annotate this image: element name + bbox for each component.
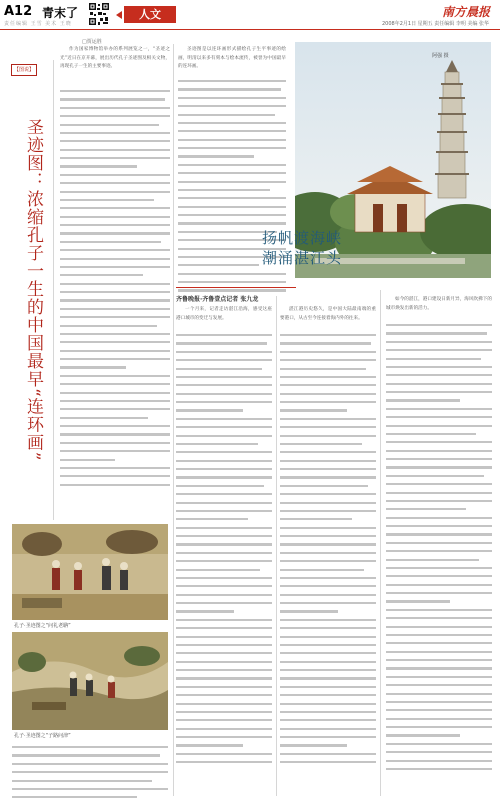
section-tab bbox=[124, 6, 176, 23]
column-divider bbox=[53, 60, 54, 520]
article-title-vertical: 圣迹图：浓缩孔子一生的中国最早“连环画” bbox=[23, 118, 43, 462]
newspaper-logo: 南方晨报 bbox=[442, 5, 491, 19]
image-caption: 孔子·圣迹图之“子路问津” bbox=[14, 733, 71, 739]
header-rule bbox=[0, 29, 500, 30]
article-body-column-2 bbox=[178, 46, 286, 72]
qr-code-icon bbox=[88, 2, 110, 26]
feature-column-3 bbox=[386, 296, 492, 313]
column-divider bbox=[173, 44, 174, 796]
header-subline: 责任编辑 王雪 美术 王晓 bbox=[4, 21, 72, 27]
page-header bbox=[0, 0, 500, 30]
feature-paragraph: 如今的湛江，港口建设日新月异，海风吹拂下的城市焕发出新的活力。 bbox=[386, 297, 492, 311]
feature-text-column-1 bbox=[176, 334, 272, 770]
feature-title bbox=[262, 228, 342, 268]
dateline: 2008年2月1日 星期五 责任编辑 李明 美编 张华 bbox=[382, 21, 490, 27]
article-byline: □贾运胜 bbox=[82, 39, 102, 45]
article-lead-column bbox=[60, 46, 170, 72]
feature-title-line-1: 扬帆渡海峡 bbox=[262, 229, 343, 247]
painting-image-1 bbox=[12, 524, 168, 620]
section-name: 青末了 bbox=[42, 6, 79, 20]
feature-text-column-2 bbox=[280, 334, 376, 770]
text-column-bottom-left bbox=[12, 746, 168, 805]
section-tab-label: 人文 bbox=[139, 8, 161, 21]
photo-credit: 阿强 摄 bbox=[432, 53, 449, 59]
page-number: A12 bbox=[4, 4, 33, 19]
feature-paragraph: 一个月来，记者走访湛江沿海，感受这座港口城市的变迁与发展。 bbox=[176, 307, 272, 321]
feature-byline: 齐鲁晚报·齐鲁壹点记者 张九龙 bbox=[176, 296, 259, 303]
feature-column-2 bbox=[280, 306, 376, 323]
article-paragraph: 圣迹图是以连环画形式描绘孔子生平事迹的绘画，明清以来多有刻本与绘本流传，被誉为中国最早的连环画。 bbox=[178, 47, 286, 70]
feature-title-line-2: 潮涌湛江头 bbox=[262, 249, 343, 267]
column-divider bbox=[276, 296, 277, 796]
image-caption: 孔子·圣迹图之“问礼老聃” bbox=[14, 623, 71, 629]
tab-arrow-icon bbox=[116, 11, 122, 19]
painting-image-2 bbox=[12, 632, 168, 730]
feature-column-1 bbox=[176, 306, 272, 323]
section-rule bbox=[176, 287, 296, 288]
feature-paragraph: 湛江港历史悠久，是中国大陆最南端的重要港口，从古至今连接着海内外的往来。 bbox=[280, 307, 376, 321]
feature-text-column-3 bbox=[386, 324, 492, 776]
article-tag: 【图说】 bbox=[11, 64, 37, 76]
text-column-1 bbox=[60, 90, 170, 492]
article-paragraph: 作为国家博物馆举办的系列展览之一，“圣迹之光”近日在京开幕，展出历代孔子圣迹图及相关文物，再现孔子一生的主要事迹。 bbox=[60, 47, 170, 70]
column-divider bbox=[380, 290, 381, 796]
